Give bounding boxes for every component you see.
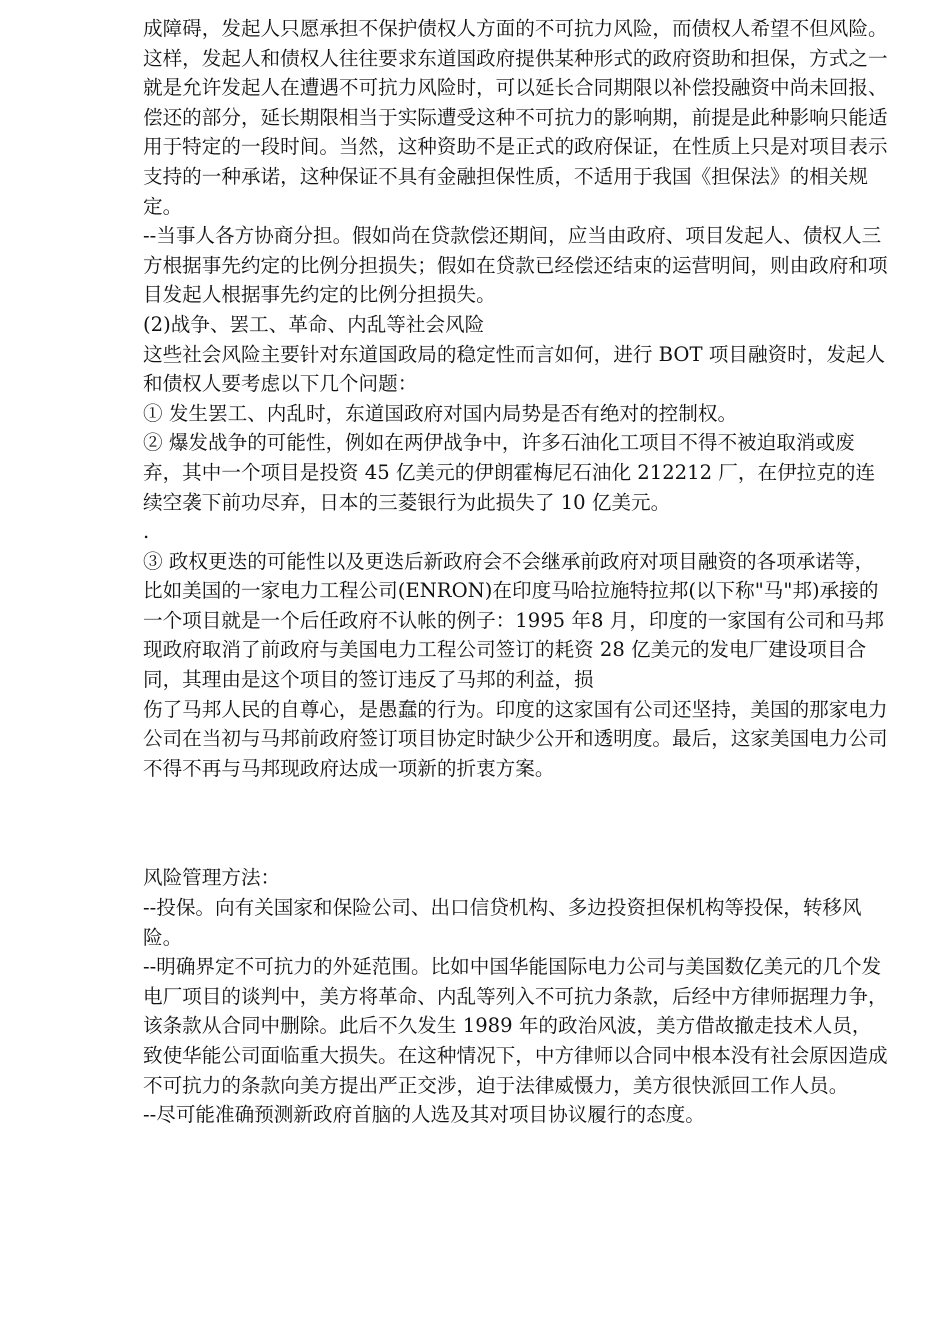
list-item-1: ① 发生罢工、内乱时，东道国政府对国内局势是否有绝对的控制权。: [143, 401, 738, 425]
section-heading-social-risk: (2)战争、罢工、革命、内乱等社会风险: [143, 312, 485, 336]
paragraph-enron-continued: 伤了马邦人民的自尊心，是愚蠢的行为。印度的这家国有公司还坚持，美国的那家电力公司在当初与马邦前政府签订项目协定时缺少公开和透明度。最后，这家美国电力公司不得不再与马邦现政府达成一项新的折衷方案。: [143, 697, 888, 780]
method-define-force-majeure: --明确界定不可抗力的外延范围。比如中国华能国际电力公司与美国数亿美元的几个发电厂项目的谈判中，美方将革命、内乱等列入不可抗力条款，后经中方律师据理力争，该条款从合同中删除。此后不久发生 1989 年的政治风波，美方借故撤走技术人员，致使华能公司面临重大损失。在这种情况下，中方律师以合同中根本没有社会原因造成不可抗力的条款向美方提出严正交涉，迫于法律威慑力，美方很快派回工作人员。: [143, 955, 888, 1097]
stray-dot: .: [143, 520, 150, 544]
section-heading-risk-management: 风险管理方法：: [143, 866, 281, 890]
method-predict-government: --尽可能准确预测新政府首脑的人选及其对项目协议履行的态度。: [143, 1103, 705, 1127]
paragraph-force-majeure-support: 成障碍，发起人只愿承担不保护债权人方面的不可抗力风险，而债权人希望不但风险。这样，发起人和债权人往往要求东道国政府提供某种形式的政府资助和担保，方式之一就是允许发起人在遭遇不可抗力风险时，可以延长合同期限以补偿投融资中尚未回报、偿还的部分，延长期限相当于实际遭受这种不可抗力的影响期，前提是此种影响只能适用于特定的一段时间。当然，这种资助不是正式的政府保证，在性质上只是对项目表示支持的一种承诺，这种保证不具有金融担保性质，不适用于我国《担保法》的相关规定。: [143, 17, 888, 218]
method-insurance: --投保。向有关国家和保险公司、出口信贷机构、多边投资担保机构等投保，转移风险。: [143, 896, 862, 949]
paragraph-social-risk-intro: 这些社会风险主要针对东道国政局的稳定性而言如何，进行 BOT 项目融资时，发起人和债权人要考虑以下几个问题：: [143, 342, 886, 396]
spacer: [143, 783, 888, 863]
document-page: [143, 14, 888, 1130]
list-item-3: ③ 政权更迭的可能性以及更迭后新政府会不会继承前政府对项目融资的各项承诺等，比如美国的一家电力工程公司(ENRON)在印度马哈拉施特拉邦(以下称"马"邦)承接的一个项目就是一个后任政府不认帐的例子：1995 年8 月，印度的一家国有公司和马邦现政府取消了前政府与美国电力工程公司签订的耗资 28 亿美元的发电厂建设项目合同，其理由是这个项目的签订违反了马邦的利益，损: [143, 549, 884, 692]
paragraph-loss-sharing: --当事人各方协商分担。假如尚在贷款偿还期间，应当由政府、项目发起人、债权人三方根据事先约定的比例分担损失；假如在贷款已经偿还结束的运营明间，则由政府和项目发起人根据事先约定的比例分担损失。: [143, 224, 888, 307]
list-item-2: ② 爆发战争的可能性，例如在两伊战争中，许多石油化工项目不得不被迫取消或废弃，其中一个项目是投资 45 亿美元的伊朗霍梅尼石油化 212212 厂，在伊拉克的连续空袭下前功尽弃，日本的三菱银行为此损失了 10 亿美元。: [143, 431, 876, 514]
